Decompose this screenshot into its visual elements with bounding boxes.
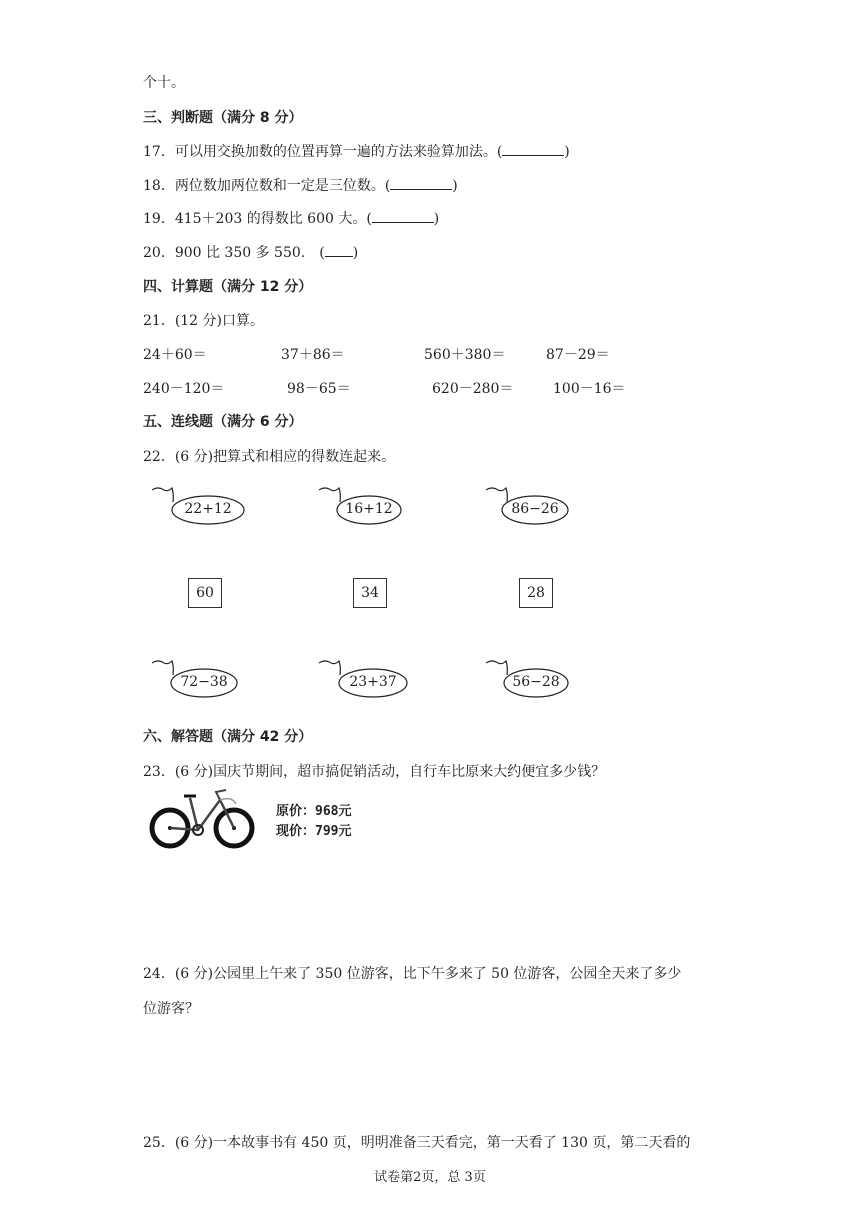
expression-fish-86-26[interactable] — [482, 484, 602, 534]
current-price: 现价：799元 — [276, 824, 352, 839]
oral-calc-2: 37＋86＝ — [281, 347, 345, 363]
oral-calc-6: 98－65＝ — [287, 381, 351, 397]
result-box-28[interactable]: 28 — [519, 578, 553, 608]
question-17-text: 17．可以用交换加数的位置再算一遍的方法来验算加法。( — [143, 144, 503, 160]
expression-label: 22+12 — [184, 501, 232, 517]
oral-calc-8: 100－16＝ — [553, 381, 626, 397]
oral-calc-4: 87－29＝ — [546, 347, 610, 363]
oral-calc-5: 240－120＝ — [143, 381, 225, 397]
result-box-60[interactable]: 60 — [188, 578, 222, 608]
answer-blank-18[interactable] — [390, 179, 452, 190]
question-21: 21．(12 分)口算。 — [143, 313, 265, 329]
expression-label: 56−28 — [512, 674, 560, 690]
expression-fish-72-38[interactable] — [148, 657, 268, 707]
oral-calc-1: 24＋60＝ — [143, 347, 207, 363]
question-24-line-2: 位游客？ — [143, 1001, 199, 1017]
question-24-line-1: 24．(6 分)公园里上午来了 350 位游客，比下午多来了 50 位游客，公园全天来了多少 — [143, 966, 682, 982]
original-price: 原价：968元 — [276, 804, 352, 819]
question-18-text: 18．两位数加两位数和一定是三位数。( — [143, 178, 391, 194]
oral-calc-7: 620－280＝ — [432, 381, 514, 397]
section-4-title: 四、计算题（满分 12 分） — [143, 279, 313, 295]
question-19-text: 19．415＋203 的得数比 600 大。( — [143, 211, 372, 227]
expression-fish-23-37[interactable] — [315, 657, 435, 707]
expression-label: 86−26 — [511, 501, 559, 517]
answer-blank-20[interactable] — [325, 246, 353, 257]
question-25: 25．(6 分)一本故事书有 450 页，明明准备三天看完，第一天看了 130 页，第二天看的 — [143, 1135, 691, 1151]
question-17: 17．可以用交换加数的位置再算一遍的方法来验算加法。( ) — [143, 144, 570, 160]
oral-calc-3: 560＋380＝ — [424, 347, 506, 363]
result-box-34[interactable]: 34 — [353, 578, 387, 608]
bicycle-icon — [148, 786, 258, 850]
section-3-title: 三、判断题（满分 8 分） — [143, 110, 303, 126]
question-20: 20．900 比 350 多 550. ( ) — [143, 245, 359, 261]
section-5-title: 五、连线题（满分 6 分） — [143, 414, 303, 430]
question-19: 19．415＋203 的得数比 600 大。( ) — [143, 211, 440, 227]
expression-label: 72−38 — [180, 674, 228, 690]
expression-fish-56-28[interactable] — [482, 657, 602, 707]
question-22: 22．(6 分)把算式和相应的得数连起来。 — [143, 449, 396, 465]
continued-text: 个十。 — [143, 75, 185, 91]
expression-label: 16+12 — [345, 501, 393, 517]
expression-fish-22-12[interactable] — [148, 484, 268, 534]
question-20-text: 20．900 比 350 多 550. ( — [143, 245, 325, 261]
question-18: 18．两位数加两位数和一定是三位数。( ) — [143, 178, 458, 194]
answer-blank-17[interactable] — [502, 145, 564, 156]
page-footer: 试卷第2页，总 3页 — [374, 1170, 486, 1185]
section-6-title: 六、解答题（满分 42 分） — [143, 729, 313, 745]
expression-fish-16-12[interactable] — [315, 484, 435, 534]
expression-label: 23+37 — [349, 674, 397, 690]
question-23: 23．(6 分)国庆节期间，超市搞促销活动，自行车比原来大约便宜多少钱？ — [143, 764, 606, 780]
answer-blank-19[interactable] — [372, 212, 434, 223]
